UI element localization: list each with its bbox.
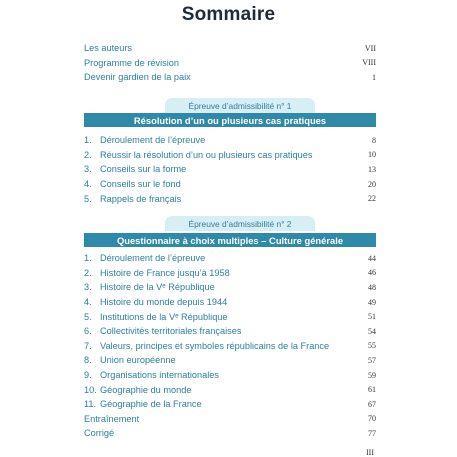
toc-number: 7.	[84, 340, 92, 351]
toc-page: 55	[368, 341, 376, 351]
toc-page: 13	[368, 164, 376, 174]
toc-page: 57	[368, 355, 376, 365]
toc-page: VII	[364, 43, 376, 53]
toc-number: 4.	[84, 297, 92, 308]
toc-row[interactable]	[84, 266, 376, 281]
toc-page: 1	[372, 72, 376, 82]
toc-label: Réussir la résolution d’un ou plusieurs cas pratiques	[100, 149, 313, 160]
toc-page: 46	[368, 268, 376, 278]
toc-row[interactable]	[84, 41, 376, 56]
toc-row[interactable]	[84, 426, 376, 441]
section2-heading: Questionnaire à choix multiples – Culture générale	[84, 233, 376, 247]
toc-row[interactable]	[84, 339, 376, 354]
toc-row[interactable]	[84, 162, 376, 177]
toc-row[interactable]	[84, 148, 376, 163]
toc-number: 2.	[84, 267, 92, 278]
toc-row[interactable]	[84, 191, 376, 206]
toc-number: 5.	[84, 193, 92, 204]
toc-number: 9.	[84, 370, 92, 381]
toc-page: 44	[368, 253, 376, 263]
section1-heading: Résolution d’un ou plusieurs cas pratiques	[84, 113, 376, 127]
toc-label: Union européenne	[100, 355, 176, 366]
toc-page: 59	[368, 370, 376, 380]
toc-page: 77	[368, 428, 376, 438]
toc-label: Histoire du monde depuis 1944	[100, 297, 228, 308]
toc-row[interactable]	[84, 309, 376, 324]
toc-label: Conseils sur la forme	[100, 164, 187, 175]
toc-page: 10	[368, 150, 376, 160]
toc-row[interactable]	[84, 133, 376, 148]
toc-row[interactable]	[84, 295, 376, 310]
page-number: III	[366, 448, 374, 457]
toc-row[interactable]	[84, 251, 376, 266]
toc-page: 61	[368, 385, 376, 395]
toc-number: 1.	[84, 253, 92, 264]
toc-label: Histoire de la Vᵉ République	[100, 282, 215, 293]
toc-number: 6.	[84, 326, 92, 337]
toc-row[interactable]	[84, 280, 376, 295]
toc-label: Les auteurs	[84, 43, 133, 54]
toc-page: 49	[368, 297, 376, 307]
toc-row[interactable]	[84, 368, 376, 383]
toc-row[interactable]	[84, 56, 376, 71]
toc-number: 11.	[84, 399, 97, 410]
toc-row[interactable]	[84, 397, 376, 412]
toc-number: 8.	[84, 355, 92, 366]
toc-number: 3.	[84, 164, 92, 175]
toc-number: 4.	[84, 179, 92, 190]
section1-tab: Épreuve d’admissibilité n° 1	[165, 98, 315, 113]
toc-page: 70	[368, 414, 376, 424]
toc-page: 54	[368, 326, 376, 336]
toc-row[interactable]	[84, 177, 376, 192]
section1-list	[84, 133, 376, 206]
toc-label: Déroulement de l’épreuve	[100, 135, 206, 146]
toc-row[interactable]	[84, 412, 376, 427]
toc-label: Déroulement de l’épreuve	[100, 253, 206, 264]
toc-page: 48	[368, 282, 376, 292]
toc-page: 51	[368, 312, 376, 322]
toc-row[interactable]	[84, 70, 376, 85]
toc-page: 67	[368, 399, 376, 409]
toc-label: Rappels de français	[100, 193, 182, 204]
toc-page: 20	[368, 179, 376, 189]
toc-row[interactable]	[84, 382, 376, 397]
toc-label: Conseils sur le fond	[100, 179, 181, 190]
toc-label: Géographie de la France	[100, 399, 202, 410]
intro-list	[84, 41, 376, 85]
toc-label: Programme de révision	[84, 57, 179, 68]
section2-tab: Épreuve d’admissibilité n° 2	[165, 216, 315, 231]
toc-page: 22	[368, 194, 376, 204]
toc-number: 10.	[84, 384, 97, 395]
toc-label: Institutions de la Vᵉ République	[100, 311, 228, 322]
toc-label: Valeurs, principes et symboles républicains de la France	[100, 340, 330, 351]
toc-page: 8	[372, 135, 376, 145]
toc-number: 1.	[84, 135, 92, 146]
toc-label: Géographie du monde	[100, 384, 192, 395]
toc-number: 5.	[84, 311, 92, 322]
toc-label: Organisations internationales	[100, 370, 219, 381]
toc-label: Corrigé	[84, 428, 115, 439]
toc-row[interactable]	[84, 324, 376, 339]
toc-label: Devenir gardien de la paix	[84, 72, 191, 83]
section2-list	[84, 251, 376, 441]
toc-number: 2.	[84, 149, 92, 160]
toc-label: Collectivités territoriales françaises	[100, 326, 242, 337]
page-title: Sommaire	[181, 4, 276, 25]
toc-label: Histoire de France jusqu’à 1958	[100, 267, 230, 278]
toc-page: VIII	[362, 58, 376, 68]
toc-label: Entraînement	[84, 413, 140, 424]
toc-number: 3.	[84, 282, 92, 293]
toc-row[interactable]	[84, 353, 376, 368]
